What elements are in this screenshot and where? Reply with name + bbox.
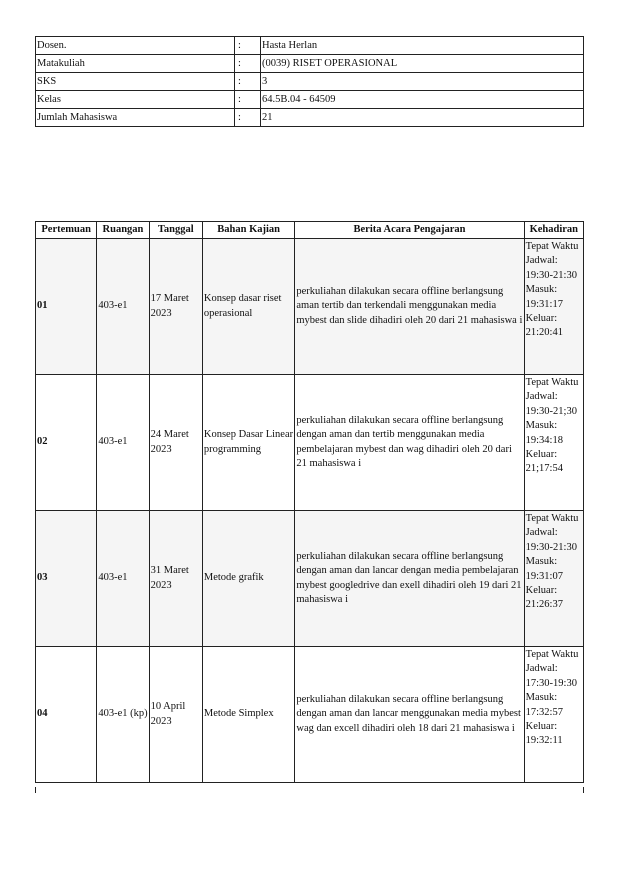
info-label: Jumlah Mahasiswa [36,109,235,127]
info-separator: : [235,37,261,55]
cell-kehadiran: Tepat Waktu Jadwal: 17:30-19:30 Masuk: 17:32:57 Keluar: 19:32:11 [524,647,583,783]
cell-tanggal: 31 Maret 2023 [149,511,202,647]
cell-ruangan: 403-e1 [97,239,149,375]
header-bahan-kajian: Bahan Kajian [202,222,295,239]
info-value: Hasta Herlan [261,37,584,55]
table-row [36,511,584,647]
info-row-kelas [36,91,584,109]
info-value: (0039) RISET OPERASIONAL [261,55,584,73]
info-label: SKS [36,73,235,91]
header-ruangan: Ruangan [97,222,149,239]
info-separator: : [235,91,261,109]
cell-pertemuan: 04 [36,647,97,783]
info-row-matakuliah [36,55,584,73]
cell-ruangan: 403-e1 [97,511,149,647]
info-value: 64.5B.04 - 64509 [261,91,584,109]
info-row-jumlah-mahasiswa [36,109,584,127]
cell-tanggal: 17 Maret 2023 [149,239,202,375]
info-separator: : [235,109,261,127]
table-row [36,647,584,783]
info-value: 3 [261,73,584,91]
header-tanggal: Tanggal [149,222,202,239]
cell-ruangan: 403-e1 [97,375,149,511]
header-kehadiran: Kehadiran [524,222,583,239]
header-pertemuan: Pertemuan [36,222,97,239]
info-label: Kelas [36,91,235,109]
course-info-table [35,36,584,127]
cell-berita-acara: perkuliahan dilakukan secara offline berlangsung aman tertib dan terkendali menggunakan media mybest dan slide dihadiri oleh 20 dari 21 mahasiswa i [295,239,524,375]
cell-pertemuan: 03 [36,511,97,647]
table-continuation-left [35,787,36,793]
info-row-dosen [36,37,584,55]
cell-bahan-kajian: Konsep Dasar Linear programming [202,375,295,511]
cell-berita-acara: perkuliahan dilakukan secara offline berlangsung dengan aman dan lancar dengan media pembelajaran mybest googledrive dan exell dihadiri oleh 19 dari 21 mahasiswa i [295,511,524,647]
table-row [36,375,584,511]
info-separator: : [235,55,261,73]
cell-kehadiran: Tepat Waktu Jadwal: 19:30-21:30 Masuk: 19:31:07 Keluar: 21:26:37 [524,511,583,647]
cell-bahan-kajian: Metode grafik [202,511,295,647]
cell-pertemuan: 02 [36,375,97,511]
cell-pertemuan: 01 [36,239,97,375]
cell-kehadiran: Tepat Waktu Jadwal: 19:30-21:30 Masuk: 19:31:17 Keluar: 21:20:41 [524,239,583,375]
info-label: Matakuliah [36,55,235,73]
cell-berita-acara: perkuliahan dilakukan secara offline berlangsung dengan aman dan tertib menggunakan media pembelajaran mybest dan wag dihadiri oleh 20 dari 21 mahasiswa i [295,375,524,511]
cell-ruangan: 403-e1 (kp) [97,647,149,783]
info-separator: : [235,73,261,91]
cell-kehadiran: Tepat Waktu Jadwal: 19:30-21;30 Masuk: 19:34:18 Keluar: 21;17:54 [524,375,583,511]
cell-berita-acara: perkuliahan dilakukan secara offline berlangsung dengan aman dan lancar menggunakan media mybest wag dan excell dihadiri oleh 18 dari 21 mahasiswa i [295,647,524,783]
cell-tanggal: 24 Maret 2023 [149,375,202,511]
table-header-row [36,222,584,239]
cell-tanggal: 10 April 2023 [149,647,202,783]
cell-bahan-kajian: Metode Simplex [202,647,295,783]
table-continuation-right [583,787,584,793]
header-berita-acara: Berita Acara Pengajaran [295,222,524,239]
info-label: Dosen. [36,37,235,55]
info-row-sks [36,73,584,91]
info-value: 21 [261,109,584,127]
cell-bahan-kajian: Konsep dasar riset operasional [202,239,295,375]
meeting-record-table [35,221,584,783]
table-row [36,239,584,375]
